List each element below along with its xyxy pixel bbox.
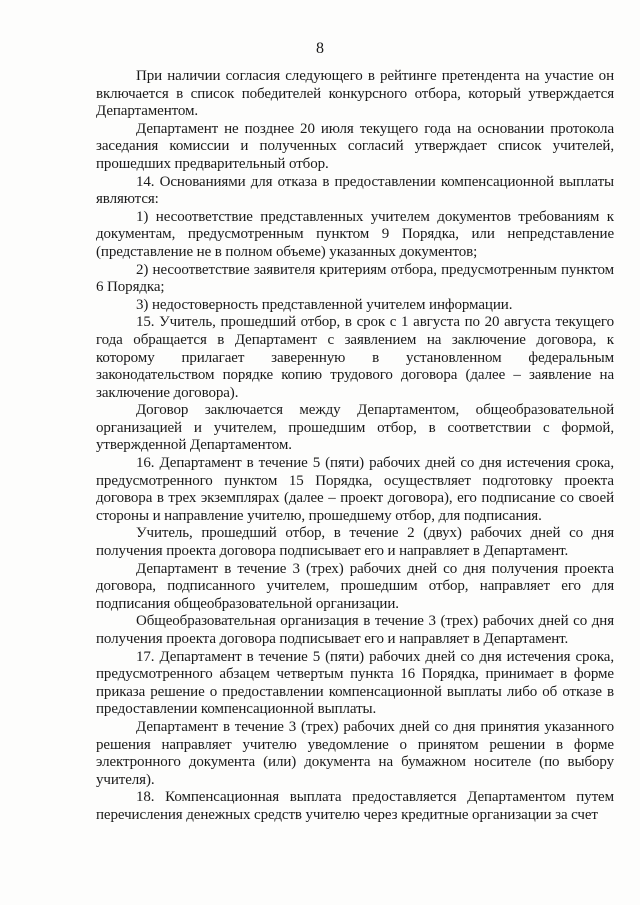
paragraph: При наличии согласия следующего в рейтинге претендента на участие он включается в список победителей конкурсного отбора, который утверждается Департаментом. (96, 68, 614, 120)
paragraph: 3) недостоверность представленной учителем информации. (136, 296, 513, 313)
paragraph: Департамент в течение 3 (трех) рабочих дней со дня получения проекта договора, подписанного учителем, прошедшим отбор, направляет его для подписания общеобразовательной организации. (96, 560, 614, 612)
paragraph: Договор заключается между Департаментом, общеобразовательной организацией и учителем, прошедшим отбор, в соответствии с формой, утвержденной Департаментом. (96, 402, 614, 454)
paragraph: 2) несоответствие заявителя критериям отбора, предусмотренным пунктом 6 Порядка; (96, 261, 614, 296)
paragraph: Общеобразовательная организация в течение 3 (трех) рабочих дней со дня получения проекта договора подписывает его и направляет в Департамент. (96, 613, 614, 647)
paragraph: 1) несоответствие представленных учителем документов требованиям к документам, предусмотренным пунктом 9 Порядка, или непредставление (представление не в полном объеме) указанных документов; (96, 208, 614, 260)
paragraph: 15. Учитель, прошедший отбор, в срок с 1 августа по 20 августа текущего года обращается в Департамент с заявлением на заключение договора, к которому прилагает заверенную в установленном федеральным законодательством порядке копию трудового договора (далее – заявление на заключение договора). (96, 314, 614, 401)
paragraph: 16. Департамент в течение 5 (пяти) рабочих дней со дня истечения срока, предусмотренного пунктом 15 Порядка, осуществляет подготовку проекта договора в трех экземплярах (далее – проект договора), его подписание со своей стороны и направление учителю, прошедшему отбор, для подписания. (96, 455, 614, 524)
paragraph: Департамент в течение 3 (трех) рабочих дней со дня принятия указанного решения направляет учителю уведомление о принятом решении в форме электронного документа (или) документа на бумажном носителе (по выбору учителя). (96, 718, 614, 788)
page-number: 8 (316, 40, 324, 57)
paragraph: 17. Департамент в течение 5 (пяти) рабочих дней со дня истечения срока, предусмотренного абзацем четвертым пункта 16 Порядка, принимает в форме приказа решение о предоставлении компенсационной выплаты либо об отказе в предоставлении компенсационной выплаты. (96, 648, 614, 718)
paragraph: 14. Основаниями для отказа в предоставлении компенсационной выплаты являются: (96, 173, 614, 208)
document-body (96, 68, 614, 825)
paragraph: 18. Компенсационная выплата предоставляется Департаментом путем перечисления денежных средств учителю через кредитные организации за счет (96, 789, 614, 823)
paragraph: Учитель, прошедший отбор, в течение 2 (двух) рабочих дней со дня получения проекта договора подписывает его и направляет в Департамент. (96, 525, 614, 560)
paragraph: Департамент не позднее 20 июля текущего года на основании протокола заседания комиссии и полученных согласий утверждает список учителей, прошедших предварительный отбор. (96, 120, 614, 172)
